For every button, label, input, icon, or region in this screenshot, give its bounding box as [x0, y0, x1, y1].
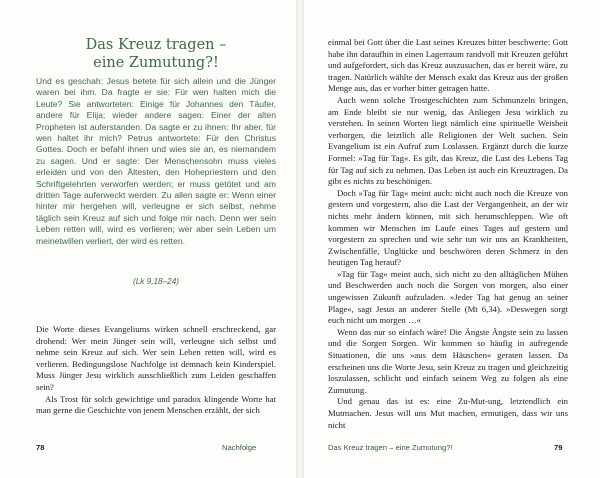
paragraph: Wenn das nur so einfach wäre! Die Ängste Ängste sein zu lassen und die Sorgen Sorgen. Wir kommen so häufig in aufregende Situationen, die uns »aus dem Häuschen« geraten lassen. Da erscheinen uns die Worte Jesu, sein Kreuz zu tragen und gleichzeitig loszulassen, schlicht und einfach seinem Weg zu folgen als eine Zumutung. [328, 326, 568, 395]
page-number-right: 79 [554, 443, 563, 452]
running-head-left: Nachfolge [222, 443, 257, 452]
paragraph: Die Worte dieses Evangeliums wirken schnell erschreckend, gar drohend: Wer mein Jünger sein will, verleugne sich selbst und nehme sein Kreuz auf sich. Wer sein Leben retten will, wird es verlieren. Bedingungslose Nachfolge ist demnach kein Kinderspiel. Muss Jünger Jesu wirklich ausschließlich zum Leiden geschaffen sein? [36, 324, 276, 392]
left-body-text [36, 324, 276, 417]
chapter-title [40, 36, 272, 72]
chapter-title-line1: Das Kreuz tragen – [85, 37, 227, 53]
paragraph: Doch »Tag für Tag« meint auch: nicht auch noch die Kreuze von gestern und vorgestern, also die Last der Vergangenheit, an der wir nichts mehr ändern können, mit sich herumschleppen. Wie oft kommen wir Menschen im Laufe eines Tages auf gestern und vorgestern zu sprechen und wie sehr tun wir uns an Krankheiten, Zwischenfälle, Unglücke und beschwören deren Schmerz in den heutigen Tag herauf? [328, 187, 568, 268]
paragraph: Als Trost für solch gewichtige und paradox klingende Worte hat man gerne die Geschichte von jenem Menschen erzählt, der sich [36, 393, 276, 416]
paragraph: Auch wenn solche Trostgeschichten zum Schmunzeln bringen, am Ende bleibt sie nur wenig, das Anliegen Jesu wirklich zu verstehen. In seinen Worten liegt nämlich eine spirituelle Weisheit verborgen, die letztlich alle Religionen der Welt suchen. Sein Evangelium ist ein Aufruf zum Loslassen. Ergänzt durch die kurze Formel: »Tag für Tag«. Es gilt, das Kreuz, die Last des Lebens Tag für Tag auf sich zu nehmen. Das Leben ist auch ein Kreuztragen. Da gibt es nichts zu beschönigen. [328, 94, 568, 187]
running-head-right: Das Kreuz tragen – eine Zumutung?! [328, 443, 453, 452]
bible-passage: Und es geschah: Jesus betete für sich allein und die Jünger waren bei ihm. Da fragte er sie: Für wen halten mich die Leute? Sie antworteten: Einige für Johannes den Täufer, andere für Elija; wieder andere sagen: Einer der alten Propheten ist auferstanden. Da sagte er zu ihnen: Ihr aber, für wen haltet ihr mich? Petrus antwortete: Für den Christus Gottes. Doch er befahl ihnen und wies sie an, es niemandem zu sagen. Und er sagte: Der Menschensohn muss vieles erleiden und von den Ältesten, den Hohepriestern und den Schriftgelehrten verworfen werden; er muss getötet und am dritten Tage auferweckt werden. Zu allen sagte er: Wenn einer hinter mir hergehen will, verleugne er sich selbst, nehme täglich sein Kreuz auf sich und folge mir nach. Denn wer sein Leben retten will, wird es verlieren; wer aber sein Leben um meinetwillen verliert, der wird es retten. [36, 76, 276, 246]
bible-reference: (Lk 9,18–24) [133, 277, 179, 286]
paragraph: Und genau das ist es: eine Zu-Mut-ung, letztendlich ein Mutmachen. Jesus will uns Mut machen, ermutigen, dass wir uns nicht [328, 396, 568, 430]
left-page [0, 0, 296, 478]
right-body-text [328, 37, 568, 431]
page-number-left: 78 [36, 443, 45, 452]
chapter-title-line2: eine Zumutung?! [93, 55, 219, 71]
paragraph: »Tag für Tag« meint auch, sich nicht zu den alltäglichen Mühen und Beschwerden auch noch die Sorgen von morgen, also einer ungewissen Zukunft aufzuladen. »Jeder Tag hat genug an seiner Plage«, sagt Jesus an anderer Stelle (Mt 6,34). »Deswegen sorgt euch nicht um morgen …« [328, 268, 568, 326]
book-gutter [296, 0, 304, 478]
paragraph: einmal bei Gott über die Last seines Kreuzes bitter beschwerte: Gott habe ihn daraufhin in einen Lagerraum randvoll mit Kreuzen geführt und aufgefordert, sich das Kreuz auszusuchen, das er bereit wäre, zu tragen. Natürlich wählte der Mensch exakt das Kreuz aus der großen Menge aus, das er vorher bitter getragen hatte. [328, 37, 568, 94]
